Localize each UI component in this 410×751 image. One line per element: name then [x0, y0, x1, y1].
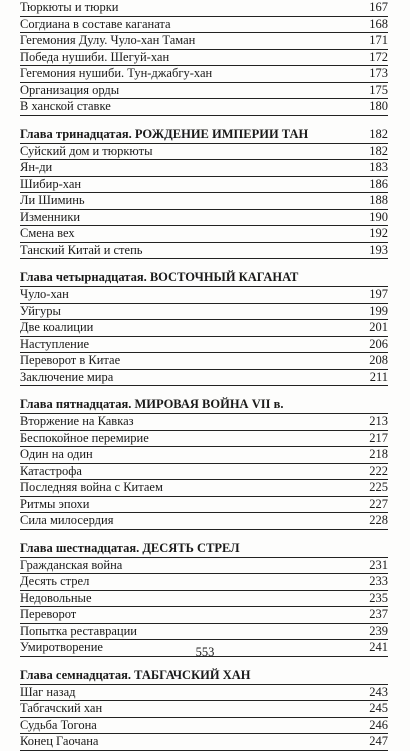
- chapter-title: Глава четырнадцатая. ВОСТОЧНЫЙ КАГАНАТ: [20, 270, 299, 284]
- chapter-title: Глава шестнадцатая. ДЕСЯТЬ СТРЕЛ: [20, 540, 240, 555]
- toc-entry: [20, 243, 388, 260]
- entry-page: 208: [369, 353, 388, 367]
- toc-entry: [20, 304, 388, 321]
- toc-entry: [20, 701, 388, 718]
- toc-entry: [20, 33, 388, 50]
- entry-page: 172: [369, 49, 388, 64]
- entry-page: 175: [369, 82, 388, 97]
- toc-entry: [20, 513, 388, 530]
- entry-title: Две коалиции: [20, 320, 94, 334]
- entry-page: 192: [369, 226, 388, 240]
- entry-title: Умиротворение: [20, 640, 103, 654]
- toc-entry: [20, 447, 388, 464]
- entry-page: 197: [369, 287, 388, 301]
- entry-page: 225: [369, 480, 388, 494]
- entry-title: Гегемония Дулу. Чуло-хан Таман: [20, 33, 196, 47]
- entry-page: 213: [369, 414, 388, 428]
- entry-page: 201: [369, 320, 388, 334]
- chapter-heading: [20, 667, 388, 685]
- entry-page: 237: [369, 607, 388, 621]
- toc-entry: [20, 558, 388, 575]
- entry-title: Ли Шиминь: [20, 193, 85, 207]
- entry-title: Заключение мира: [20, 369, 114, 384]
- entry-title: Переворот в Китае: [20, 353, 121, 367]
- entry-page: 188: [369, 193, 388, 207]
- entry-title: Тюркюты и тюрки: [20, 0, 119, 14]
- table-of-contents: [20, 0, 388, 751]
- entry-title: Катастрофа: [20, 463, 82, 478]
- toc-entry: [20, 160, 388, 177]
- entry-title: Согдиана в составе каганата: [20, 16, 171, 31]
- toc-entry: [20, 83, 388, 100]
- toc-entry: [20, 464, 388, 481]
- entry-page: 233: [369, 574, 388, 588]
- section-gap: [20, 530, 388, 540]
- toc-entry: [20, 431, 388, 448]
- toc-entry: [20, 0, 388, 17]
- entry-title: Организация орды: [20, 82, 120, 97]
- chapter-heading: [20, 396, 388, 414]
- entry-title: Суйский дом и тюркюты: [20, 143, 153, 158]
- toc-entry: [20, 226, 388, 243]
- entry-title: Судьба Тогона: [20, 717, 97, 732]
- entry-page: 199: [369, 303, 388, 318]
- entry-page: 183: [369, 160, 388, 174]
- toc-entry: [20, 210, 388, 227]
- toc-entry: [20, 718, 388, 735]
- toc-entry: [20, 50, 388, 67]
- entry-page: 180: [369, 99, 388, 113]
- toc-entry: [20, 287, 388, 304]
- entry-title: Победа нушиби. Шегуй-хан: [20, 49, 170, 64]
- entry-title: Конец Гаочана: [20, 734, 99, 748]
- entry-page: 247: [369, 734, 388, 748]
- entry-title: В ханской ставке: [20, 99, 111, 113]
- entry-page: 182: [369, 143, 388, 158]
- entry-page: 193: [369, 242, 388, 257]
- toc-entry: [20, 607, 388, 624]
- toc-entry: [20, 66, 388, 83]
- entry-page: 218: [369, 447, 388, 461]
- entry-title: Гражданская война: [20, 557, 123, 572]
- entry-page: 235: [369, 590, 388, 605]
- entry-title: Последняя война с Китаем: [20, 480, 163, 494]
- toc-entry: [20, 17, 388, 34]
- entry-title: Один на один: [20, 447, 93, 461]
- entry-page: 206: [369, 336, 388, 351]
- entry-page: 186: [369, 176, 388, 191]
- section-gap: [20, 259, 388, 269]
- toc-entry: [20, 414, 388, 431]
- toc-entry: [20, 337, 388, 354]
- entry-title: Беспокойное перемирие: [20, 430, 149, 445]
- entry-title: Вторжение на Кавказ: [20, 414, 134, 428]
- chapter-heading: [20, 126, 388, 144]
- chapter-title: Глава пятнадцатая. МИРОВАЯ ВОЙНА VII в.: [20, 397, 284, 411]
- toc-entry: [20, 574, 388, 591]
- entry-title: Недовольные: [20, 590, 92, 605]
- entry-title: Переворот: [20, 607, 77, 621]
- page-number: 553: [195, 645, 215, 659]
- entry-title: Уйгуры: [20, 303, 61, 318]
- toc-entry: [20, 320, 388, 337]
- chapter-heading: [20, 540, 388, 558]
- toc-entry: [20, 177, 388, 194]
- section-gap: [20, 386, 388, 396]
- entry-title: Сила милосердия: [20, 513, 114, 527]
- entry-page: 228: [369, 513, 388, 527]
- chapter-title: Глава тринадцатая. РОЖДЕНИЕ ИМПЕРИИ ТАН: [20, 126, 309, 141]
- entry-page: 211: [369, 369, 388, 384]
- entry-title: Ян-ди: [20, 160, 53, 174]
- entry-page: 171: [369, 33, 388, 47]
- entry-title: Смена вех: [20, 226, 75, 240]
- entry-page: 245: [369, 701, 388, 715]
- entry-title: Попытка реставрации: [20, 623, 137, 638]
- toc-entry: [20, 685, 388, 702]
- entry-page: 222: [369, 463, 388, 478]
- chapter-title: Глава семнадцатая. ТАБГАЧСКИЙ ХАН: [20, 667, 251, 682]
- toc-entry: [20, 497, 388, 514]
- entry-page: 167: [369, 0, 388, 14]
- entry-title: Шаг назад: [20, 684, 76, 699]
- entry-title: Гегемония нушиби. Тун-джабгу-хан: [20, 66, 213, 80]
- entry-title: Ритмы эпохи: [20, 496, 90, 511]
- toc-entry: [20, 353, 388, 370]
- entry-page: 227: [369, 496, 388, 511]
- toc-entry: [20, 99, 388, 116]
- entry-page: 239: [369, 623, 388, 638]
- entry-title: Шибир-хан: [20, 176, 82, 191]
- entry-page: 243: [369, 684, 388, 699]
- chapter-heading: [20, 269, 388, 287]
- entry-title: Наступление: [20, 336, 90, 351]
- entry-page: 246: [369, 717, 388, 732]
- toc-entry: [20, 591, 388, 608]
- toc-entry: [20, 370, 388, 387]
- entry-title: Изменники: [20, 209, 81, 224]
- entry-page: 168: [369, 16, 388, 31]
- entry-page: 231: [369, 557, 388, 572]
- entry-title: Танский Китай и степь: [20, 242, 143, 257]
- entry-title: Десять стрел: [20, 574, 90, 588]
- entry-page: 217: [369, 430, 388, 445]
- toc-entry: [20, 734, 388, 751]
- chapter-page: 182: [369, 126, 388, 141]
- toc-entry: [20, 193, 388, 210]
- entry-page: 190: [369, 209, 388, 224]
- section-gap: [20, 116, 388, 126]
- entry-page: 173: [369, 66, 388, 80]
- toc-entry: [20, 144, 388, 161]
- entry-title: Чуло-хан: [20, 287, 69, 301]
- toc-entry: [20, 624, 388, 641]
- entry-page: 241: [369, 640, 388, 654]
- entry-title: Табгачский хан: [20, 701, 103, 715]
- toc-entry: [20, 480, 388, 497]
